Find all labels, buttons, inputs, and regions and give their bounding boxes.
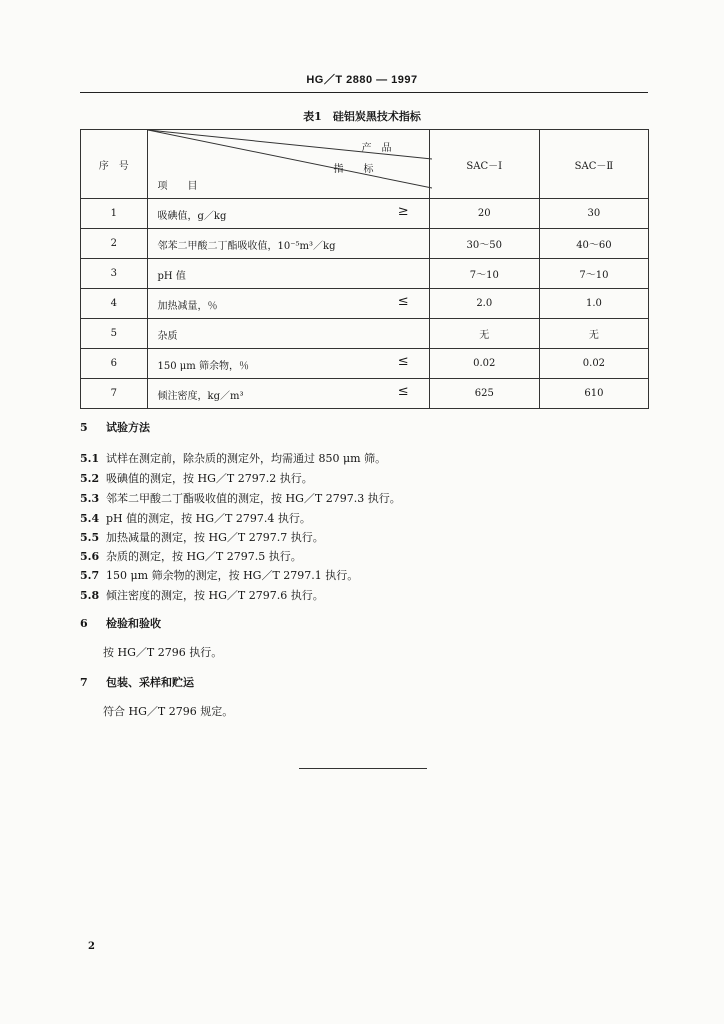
row-item: 倾注密度，kg／m³ [157,391,244,402]
section-6-body: 按 HG／T 2796 执行。 [103,646,223,659]
clause-5-2 [80,470,313,486]
row-sac-1-value: 625 [429,379,539,409]
row-sac-2-value: 7～10 [539,259,648,289]
row-item: 杂质 [157,331,178,342]
clause-5-6 [80,548,302,564]
section-7-heading [80,674,194,690]
head-sac-1: SAC－Ⅰ [429,130,539,199]
section-title: 包装、采样和贮运 [106,676,194,689]
row-sac-1-value: 0.02 [429,349,539,379]
page-number: 2 [88,941,95,952]
table-row [81,319,649,349]
row-sac-2-value: 30 [539,199,648,229]
row-item: 150 μm 筛余物，％ [157,361,249,372]
section-title: 检验和验收 [106,617,161,630]
row-no: 5 [81,319,148,349]
section-number: 6 [80,617,88,630]
clause-text: pH 值的测定，按 HG／T 2797.4 执行。 [106,512,311,525]
row-symbol: ≤ [397,384,409,399]
row-sac-1-value: 无 [429,319,539,349]
row-sac-2-value: 0.02 [539,349,648,379]
row-no: 1 [81,199,148,229]
row-sac-2-value: 无 [539,319,648,349]
section-7-body: 符合 HG／T 2796 规定。 [103,705,234,718]
row-no: 2 [81,229,148,259]
header-rule [80,92,648,93]
table-head-row [81,130,649,199]
row-sac-2-value: 1.0 [539,289,648,319]
row-no: 6 [81,349,148,379]
row-symbol: ≥ [397,204,409,219]
head-no: 序 号 [81,130,148,199]
standard-number: HG／T 2880 — 1997 [306,74,418,86]
row-item: 加热减量，％ [157,301,218,312]
clause-5-1 [80,450,386,466]
table-caption: 表1 硅铝炭黑技术指标 [303,110,421,123]
clause-number: 5.4 [80,512,100,525]
row-item-cell [147,319,429,349]
section-6-heading [80,615,161,631]
row-item-cell [147,199,429,229]
row-symbol: ≤ [397,294,409,309]
end-rule [299,768,427,769]
clause-text: 吸碘值的测定，按 HG／T 2797.2 执行。 [106,472,313,485]
clause-number: 5.1 [80,452,100,465]
clause-5-7 [80,567,358,583]
clause-5-4 [80,510,311,526]
head-diagonal-cell [147,130,429,199]
clause-number: 5.5 [80,531,100,544]
clause-number: 5.7 [80,569,100,582]
section-title: 试验方法 [106,421,150,434]
section-number: 7 [80,676,88,689]
section-5-heading [80,419,150,435]
clause-text: 杂质的测定，按 HG／T 2797.5 执行。 [106,550,302,563]
table-row [81,259,649,289]
row-sac-1-value: 7～10 [429,259,539,289]
head-product-label: 产 品 [361,143,392,154]
table-row [81,379,649,409]
clause-text: 加热减量的测定，按 HG／T 2797.7 执行。 [106,531,324,544]
head-item-label: 项 目 [157,181,198,192]
table-row [81,289,649,319]
row-item: 吸碘值，g／kg [157,211,227,222]
row-item: 邻苯二甲酸二丁酯吸收值，10⁻⁵m³／kg [157,241,336,252]
row-symbol: ≤ [397,354,409,369]
row-sac-2-value: 40～60 [539,229,648,259]
clause-text: 150 μm 筛余物的测定，按 HG／T 2797.1 执行。 [106,569,359,582]
head-index-label: 指 标 [333,164,374,175]
clause-5-5 [80,529,324,545]
section-number: 5 [80,421,88,434]
row-item-cell [147,349,429,379]
clause-number: 5.3 [80,492,100,505]
row-item-cell [147,289,429,319]
table-row [81,199,649,229]
row-item-cell [147,379,429,409]
head-sac-2: SAC－Ⅱ [539,130,648,199]
clause-5-8 [80,587,324,603]
row-sac-1-value: 2.0 [429,289,539,319]
clause-number: 5.6 [80,550,100,563]
row-item-cell [147,259,429,289]
row-item-cell [147,229,429,259]
row-sac-1-value: 20 [429,199,539,229]
table-row [81,349,649,379]
table-row [81,229,649,259]
row-sac-2-value: 610 [539,379,648,409]
spec-table [80,129,649,409]
clause-number: 5.8 [80,589,100,602]
clause-5-3 [80,490,401,506]
row-sac-1-value: 30～50 [429,229,539,259]
row-no: 4 [81,289,148,319]
row-no: 7 [81,379,148,409]
clause-text: 倾注密度的测定，按 HG／T 2797.6 执行。 [106,589,324,602]
clause-text: 试样在测定前，除杂质的测定外，均需通过 850 μm 筛。 [106,452,387,465]
clause-text: 邻苯二甲酸二丁酯吸收值的测定，按 HG／T 2797.3 执行。 [106,492,401,505]
row-item: pH 值 [157,271,186,282]
clause-number: 5.2 [80,472,100,485]
row-no: 3 [81,259,148,289]
